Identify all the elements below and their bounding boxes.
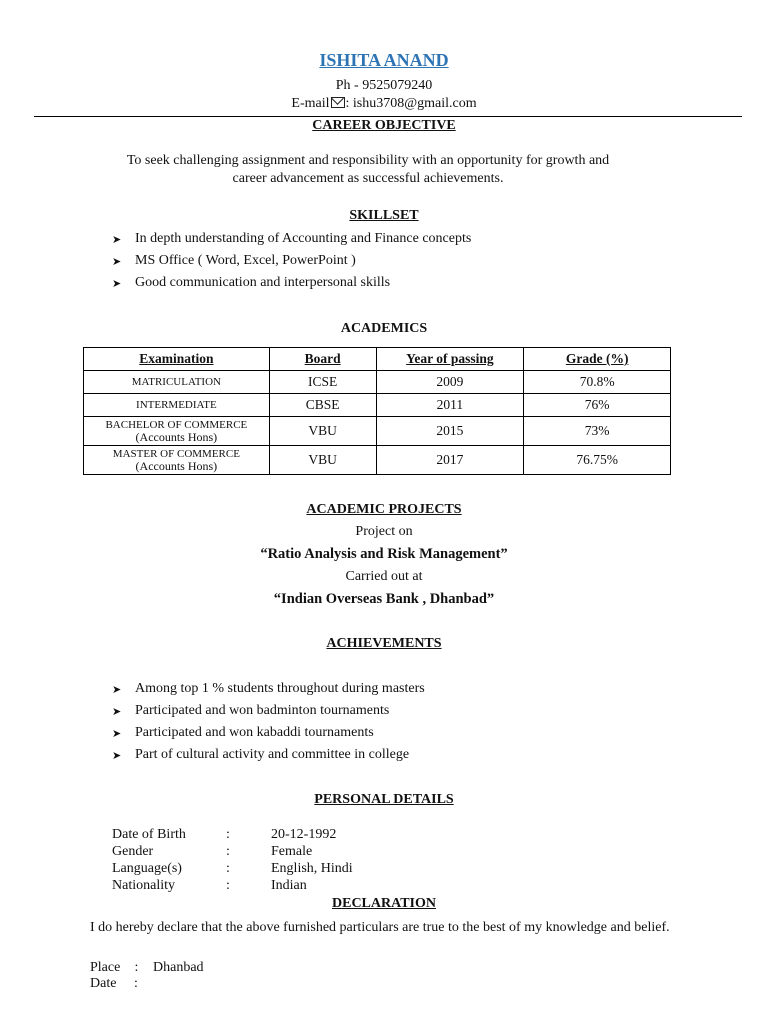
personal-details-heading: PERSONAL DETAILS — [314, 792, 454, 807]
email-label: E-mail — [291, 96, 330, 111]
year-cell: 2017 — [376, 446, 524, 475]
column-header-examination: Examination — [84, 348, 270, 371]
carried-out-label: Carried out at — [345, 569, 423, 584]
exam-name: BACHELOR OF COMMERCE — [105, 418, 248, 431]
achievement-text: Part of cultural activity and committee in college — [135, 747, 410, 762]
project-on-label: Project on — [355, 524, 413, 539]
skill-text: In depth understanding of Accounting and Finance concepts — [135, 231, 472, 246]
board-cell: VBU — [269, 417, 376, 446]
academic-projects-heading: ACADEMIC PROJECTS — [306, 502, 462, 517]
objective-line-1: To seek challenging assignment and responsibility with an opportunity for growth and — [126, 153, 610, 168]
achievements-list — [112, 678, 425, 766]
skill-text: Good communication and interpersonal skills — [135, 275, 391, 290]
detail-separator: : — [226, 844, 230, 859]
personal-detail-row — [112, 826, 353, 843]
detail-label: Nationality — [112, 878, 175, 893]
detail-value: Female — [271, 844, 313, 859]
candidate-name: ISHITA ANAND — [319, 50, 449, 70]
arrowhead-bullet-icon: ➤ — [112, 748, 122, 762]
column-header-grade: Grade (%) — [524, 348, 671, 371]
personal-detail-row — [112, 860, 353, 877]
arrowhead-bullet-icon: ➤ — [112, 276, 122, 290]
place-row — [90, 960, 204, 976]
declaration-text: I do hereby declare that the above furnished particulars are true to the best of my knowledge and belief. — [90, 920, 670, 935]
column-header-year: Year of passing — [376, 348, 524, 371]
grade-cell: 70.8% — [524, 371, 671, 394]
academics-heading: ACADEMICS — [340, 321, 428, 336]
year-cell: 2009 — [376, 371, 524, 394]
detail-value: Indian — [271, 878, 307, 893]
career-objective-text — [90, 152, 646, 188]
detail-separator: : — [226, 878, 230, 893]
academics-table — [83, 347, 671, 475]
detail-value: 20-12-1992 — [271, 827, 337, 842]
date-row — [90, 976, 138, 992]
list-item — [112, 700, 425, 722]
detail-label: Gender — [112, 844, 154, 859]
detail-separator: : — [226, 861, 230, 876]
personal-detail-row — [112, 843, 353, 860]
achievement-text: Participated and won badminton tournaments — [135, 703, 390, 718]
board-cell: CBSE — [269, 394, 376, 417]
detail-label: Date of Birth — [112, 827, 186, 842]
grade-cell: 76.75% — [524, 446, 671, 475]
personal-details-list — [112, 826, 353, 894]
arrowhead-bullet-icon: ➤ — [112, 704, 122, 718]
career-objective-heading: CAREER OBJECTIVE — [312, 118, 456, 133]
exam-cell: MATRICULATION — [84, 371, 270, 394]
list-item — [112, 228, 471, 250]
achievements-heading: ACHIEVEMENTS — [326, 636, 442, 651]
skill-text: MS Office ( Word, Excel, PowerPoint ) — [135, 253, 356, 268]
exam-cell: INTERMEDIATE — [84, 394, 270, 417]
list-item — [112, 272, 471, 294]
date-label: Date — [90, 976, 117, 991]
achievement-text: Participated and won kabaddi tournaments — [135, 725, 374, 740]
detail-separator: : — [226, 827, 230, 842]
skillset-heading: SKILLSET — [349, 208, 419, 223]
exam-subtitle: (Accounts Hons) — [135, 429, 218, 444]
phone-number: Ph - 9525079240 — [335, 78, 433, 93]
year-cell: 2015 — [376, 417, 524, 446]
table-header-row — [84, 348, 671, 371]
table-row — [84, 394, 671, 417]
detail-value: English, Hindi — [271, 861, 353, 876]
place-separator: : — [134, 960, 139, 975]
arrowhead-bullet-icon: ➤ — [112, 232, 122, 246]
arrowhead-bullet-icon: ➤ — [112, 254, 122, 268]
exam-cell — [84, 446, 270, 475]
email-address: : ishu3708@gmail.com — [345, 96, 477, 111]
place-label: Place — [90, 960, 121, 975]
project-organization: “Indian Overseas Bank , Dhanbad” — [273, 591, 495, 607]
list-item — [112, 722, 425, 744]
table-row — [84, 417, 671, 446]
grade-cell: 76% — [524, 394, 671, 417]
exam-subtitle: (Accounts Hons) — [135, 458, 218, 473]
exam-name: MASTER OF COMMERCE — [112, 447, 240, 460]
list-item — [112, 678, 425, 700]
date-separator: : — [134, 976, 138, 991]
arrowhead-bullet-icon: ➤ — [112, 726, 122, 740]
list-item — [112, 744, 425, 766]
declaration-heading: DECLARATION — [332, 896, 436, 911]
board-cell: ICSE — [269, 371, 376, 394]
board-cell: VBU — [269, 446, 376, 475]
header-divider — [34, 116, 742, 117]
list-item — [112, 250, 471, 272]
objective-line-2: career advancement as successful achievements. — [232, 171, 504, 186]
arrowhead-bullet-icon: ➤ — [112, 682, 122, 696]
year-cell: 2011 — [376, 394, 524, 417]
skillset-list — [112, 228, 471, 294]
achievement-text: Among top 1 % students throughout during masters — [135, 681, 425, 696]
column-header-board: Board — [269, 348, 376, 371]
table-row — [84, 446, 671, 475]
table-row — [84, 371, 671, 394]
email-line — [0, 95, 768, 113]
grade-cell: 73% — [524, 417, 671, 446]
envelope-icon — [331, 97, 345, 108]
exam-cell — [84, 417, 270, 446]
place-value: Dhanbad — [153, 960, 204, 975]
detail-label: Language(s) — [112, 861, 182, 876]
personal-detail-row — [112, 877, 353, 894]
project-title: “Ratio Analysis and Risk Management” — [260, 546, 508, 562]
